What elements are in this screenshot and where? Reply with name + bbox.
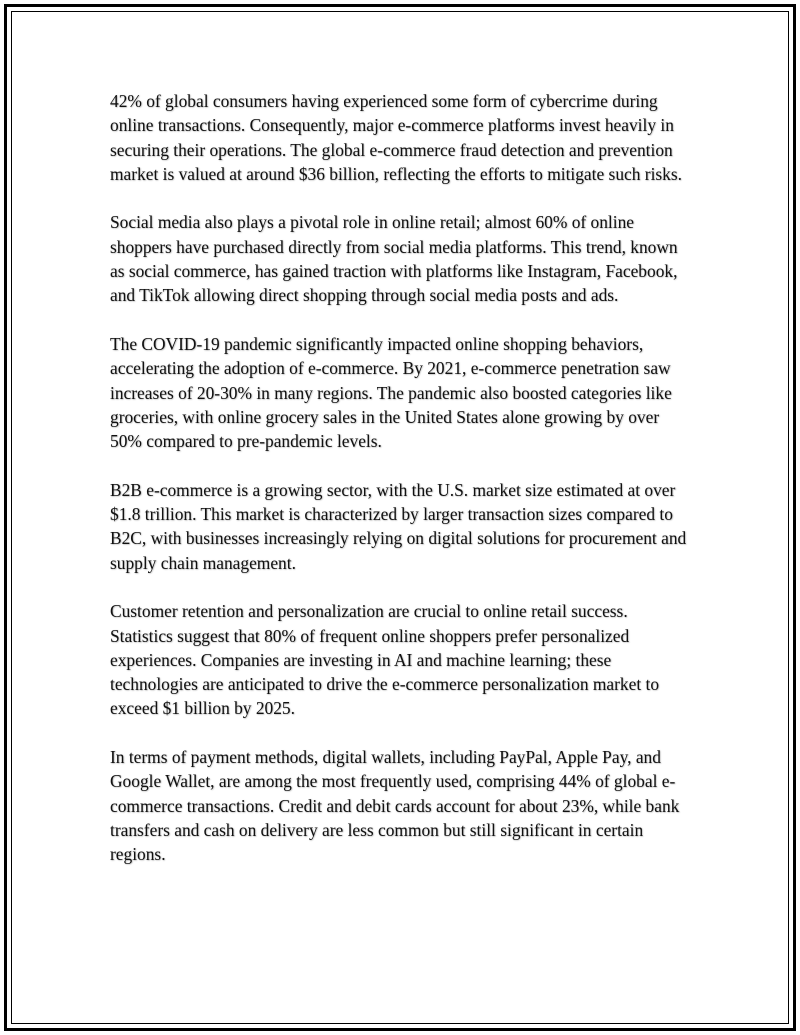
paragraph-personalization: Customer retention and personalization are crucial to online retail success. Statistics suggest that 80% of frequent online shoppers prefer personalized experiences. Companies are investing in AI and machine learning; these technologies are anticipated to drive the e-commerce personalization market to exceed $1 billion by 2025. xyxy=(110,601,660,719)
paragraph-covid-impact: The COVID-19 pandemic significantly impacted online shopping behaviors, accelerating the adoption of e-commerce. By 2021, e-commerce penetration saw increases of 20-30% in many regions. The pandemic also boosted categories like groceries, with online grocery sales in the United States alone growing by over 50% compared to pre-pandemic levels. xyxy=(110,333,672,452)
paragraph-payment-methods: In terms of payment methods, digital wallets, including PayPal, Apple Pay, and Google Wallet, are among the most frequently used, comprising 44% of global e-commerce transactions. Credit and debit cards account for about 23%, while bank transfers and cash on delivery are less common but still significant in certain regions. xyxy=(110,747,680,865)
paragraph-social-commerce: Social media also plays a pivotal role in online retail; almost 60% of online shoppers have purchased directly from social media platforms. This trend, known as social commerce, has gained traction with platforms like Instagram, Facebook, and TikTok allowing direct shopping through social media posts and ads. xyxy=(110,212,678,306)
paragraph-cybercrime: 42% of global consumers having experienced some form of cybercrime during online transactions. Consequently, major e-commerce platforms invest heavily in securing their operations. The global e-commerce fraud detection and prevention market is valued at around $36 billion, reflecting the efforts to mitigate such risks. xyxy=(110,91,682,184)
document-body xyxy=(110,89,690,891)
paragraph-b2b: B2B e-commerce is a growing sector, with the U.S. market size estimated at over $1.8 trillion. This market is characterized by larger transaction sizes compared to B2C, with businesses increasingly relying on digital solutions for procurement and supply chain management. xyxy=(110,479,687,573)
